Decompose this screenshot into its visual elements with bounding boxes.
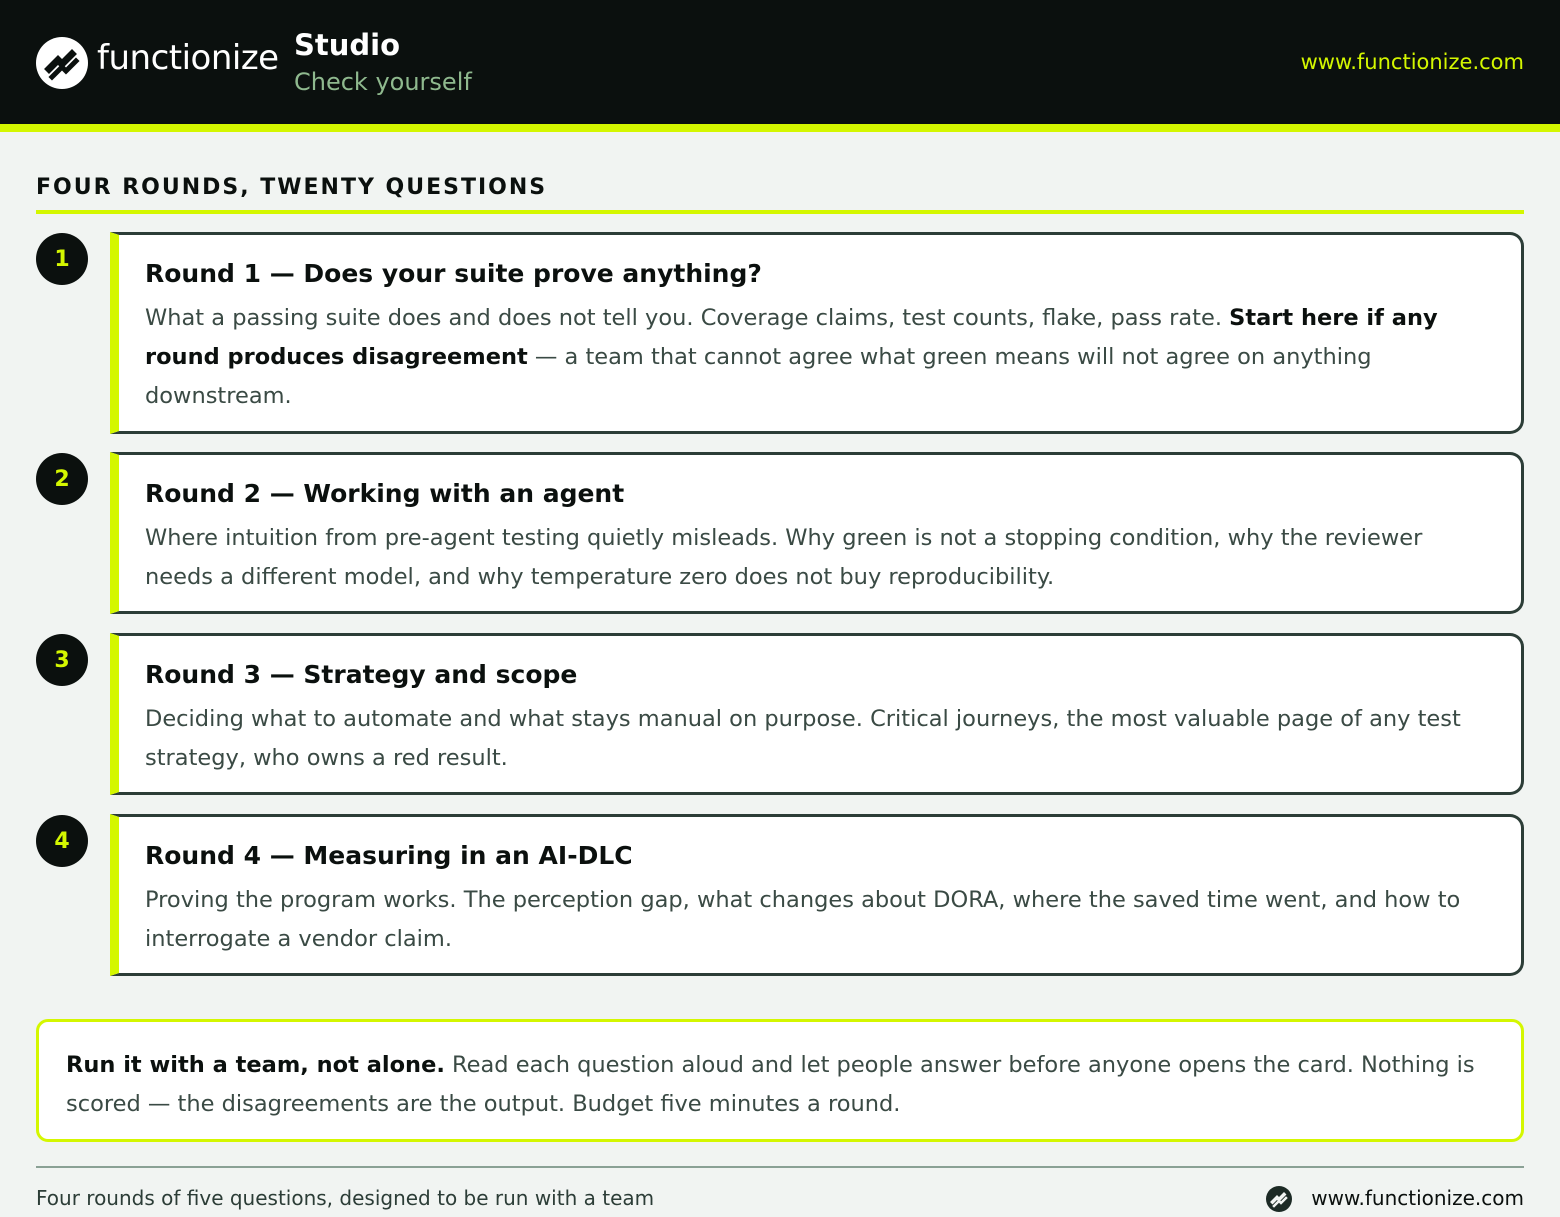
- round-title: Round 1 — Does your suite prove anything?: [145, 259, 762, 288]
- page-title: Studio: [294, 28, 401, 62]
- round-description: Proving the program works. The perception gap, what changes about DORA, where the saved time went, and how to interrogate a vendor claim.: [145, 887, 1461, 952]
- round-card-1: [110, 232, 1524, 434]
- round-title: Round 4 — Measuring in an AI-DLC: [145, 841, 633, 870]
- round-title: Round 2 — Working with an agent: [145, 479, 625, 508]
- section-heading: FOUR ROUNDS, TWENTY QUESTIONS: [36, 175, 548, 200]
- tip-text: Read each question aloud and let people answer before anyone opens the card. Nothing is scored — the disagreements are the output. Budget five minutes a round.: [66, 1052, 1475, 1117]
- functionize-logo-icon: [1266, 1186, 1292, 1212]
- header-accent-divider: [0, 124, 1560, 132]
- round-description: What a passing suite does and does not tell you. Coverage claims, test counts, flake, pass rate. Start here if any round produces disagreement — a team that cannot agree what green means will not agree on anything downstream.: [145, 305, 1438, 409]
- round-emphasis: Start here if any round produces disagreement: [145, 305, 1438, 370]
- section-divider: [36, 210, 1524, 214]
- footer-note: Four rounds of five questions, designed to be run with a team: [36, 1186, 655, 1210]
- functionize-logo-icon: [36, 37, 88, 89]
- round-number-badge: 3: [36, 634, 88, 686]
- round-number-badge: 2: [36, 453, 88, 505]
- round-description: Where intuition from pre-agent testing quietly misleads. Why green is not a stopping condition, why the reviewer needs a different model, and why temperature zero does not buy reproducibility.: [145, 525, 1423, 590]
- header-bar: [0, 0, 1560, 124]
- round-card-2: [110, 452, 1524, 614]
- round-number-badge: 1: [36, 233, 88, 285]
- header-website-link[interactable]: www.functionize.com: [1300, 50, 1524, 74]
- tip-emphasis: Run it with a team, not alone.: [66, 1052, 445, 1078]
- round-title: Round 3 — Strategy and scope: [145, 660, 578, 689]
- page-subtitle: Check yourself: [294, 68, 472, 96]
- footer-website-link[interactable]: www.functionize.com: [1311, 1186, 1524, 1210]
- tip-callout: [36, 1019, 1524, 1142]
- round-description: Deciding what to automate and what stays manual on purpose. Critical journeys, the most valuable page of any test strategy, who owns a red result.: [145, 706, 1461, 771]
- round-number-badge: 4: [36, 815, 88, 867]
- footer-divider: [36, 1166, 1524, 1168]
- round-card-3: [110, 633, 1524, 795]
- round-card-4: [110, 814, 1524, 976]
- brand-wordmark: functionize: [97, 38, 279, 78]
